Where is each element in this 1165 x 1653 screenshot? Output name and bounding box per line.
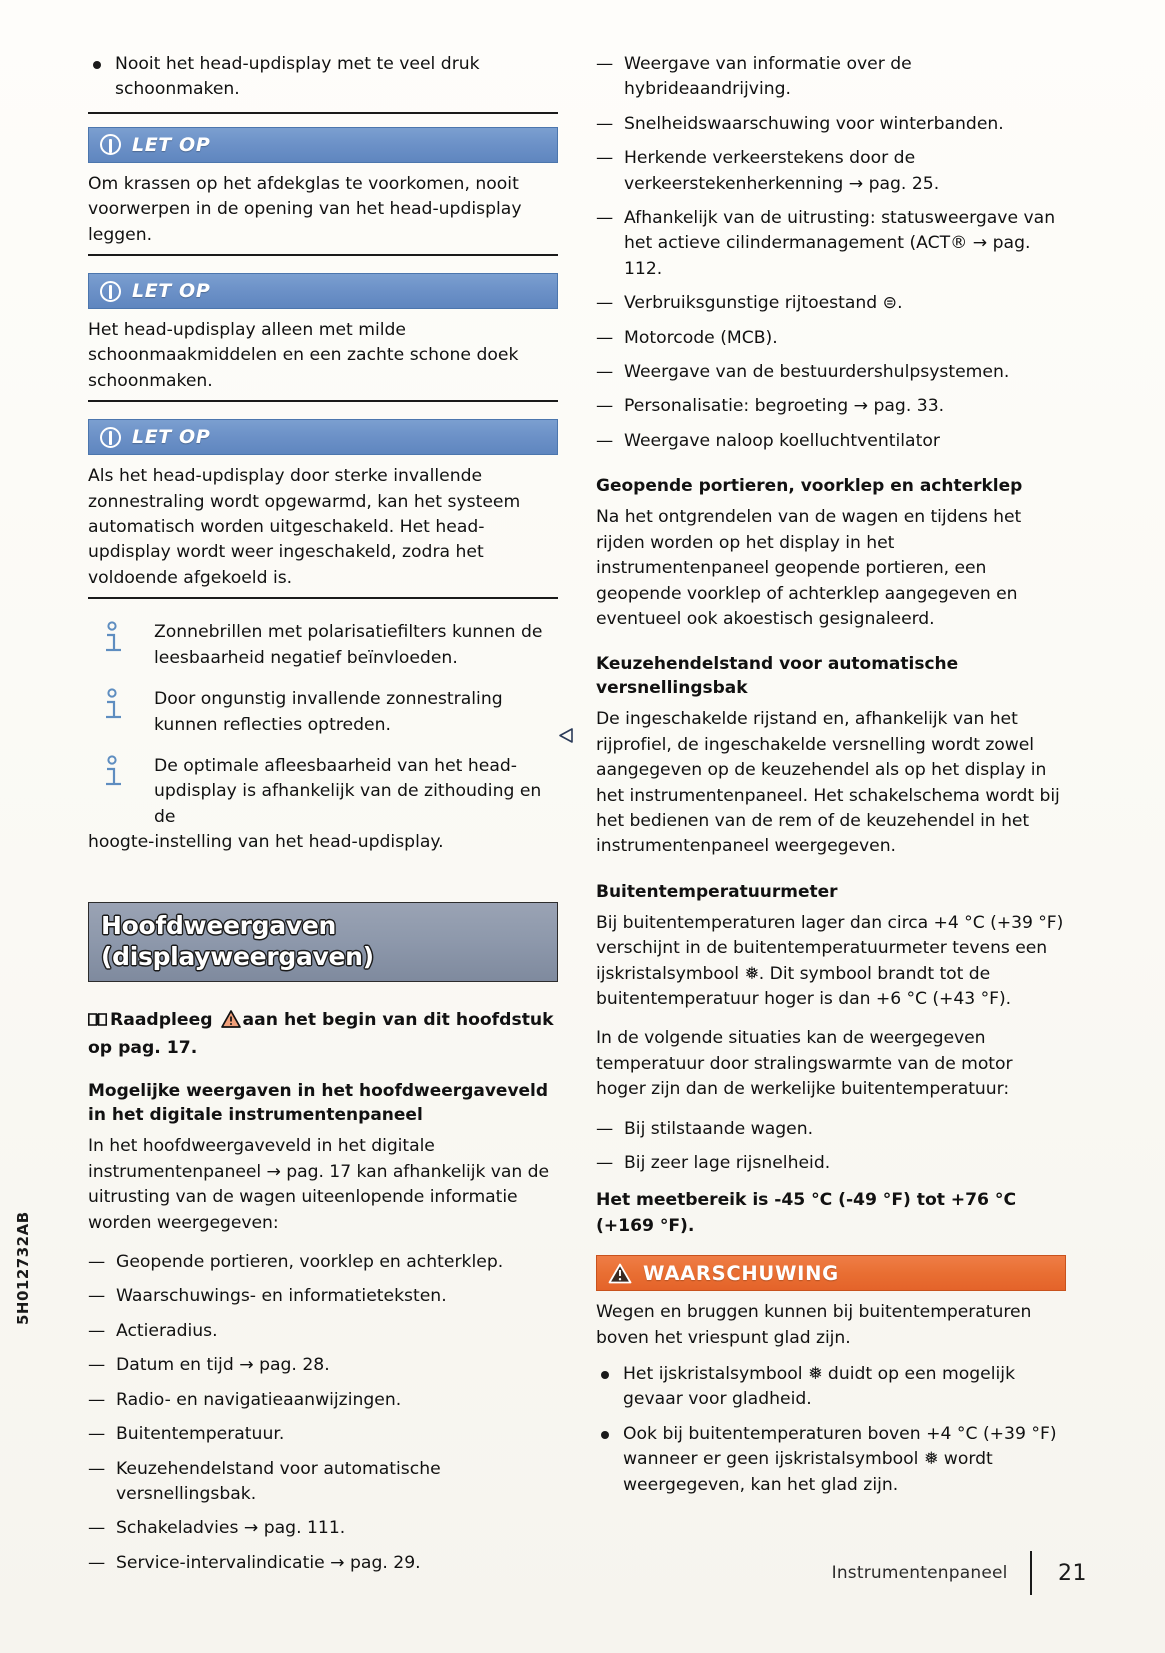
list-item (88, 1250, 558, 1275)
info-note-text: Zonnebrillen met polarisatiefilters kunnen de leesbaarheid negatief beïnvloeden. (154, 622, 543, 668)
notice-header (88, 127, 558, 163)
list-item (88, 1457, 558, 1508)
info-i-icon (102, 755, 132, 789)
subheading-geopende-portieren: Geopende portieren, voorklep en achterklep (596, 476, 1023, 497)
section-end-marker-icon (558, 727, 575, 748)
list-item (88, 52, 558, 103)
dash-marker: — (88, 1252, 106, 1273)
notice-label: LET OP (132, 280, 211, 303)
dash-marker: — (88, 1552, 106, 1573)
notice-header (88, 273, 558, 309)
subheading: Mogelijke weergaven in het hoofdweergaveveld in het digitale instrumentenpaneel (88, 1081, 549, 1126)
page-footer (0, 1551, 1165, 1595)
paragraph-buitentemperatuurmeter: Bij buitentemperaturen lager dan circa +4 °C (+39 °F) verschijnt in de buitentemperatuurmeter tevens een ijskristalsymbool ❅. Dit symbool brandt tot de buitentemperatuur hoger is dan +6 °C (+43 °F). (596, 912, 1064, 1009)
list-item-label: Schakeladvies → pag. 111. (116, 1518, 346, 1539)
reference-text-after: aan het begin van dit hoofdstuk op pag. 17. (88, 1009, 554, 1059)
list-item-label: Herkende verkeerstekens door de verkeerstekenherkenning → pag. 25. (624, 148, 940, 194)
paragraph-keuzehendelstand: De ingeschakelde rijstand en, afhankelijk van het rijprofiel, de ingeschakelde versnelling wordt zowel aangegeven op de keuzehendel als op het display in het instrumentenpaneel. Het schakelschema wordt bij het bedienen van de rem of de keuzehendel in het instrumentenpaneel weergegeven. (596, 709, 1060, 857)
list-item-label: Verbruiksgunstige rijtoestand ⊜. (624, 293, 903, 314)
list-item-label: Weergave van informatie over de hybrideaandrijving. (624, 54, 912, 100)
warning-triangle-icon (608, 1263, 632, 1284)
dash-marker: — (596, 1118, 614, 1139)
list-item (596, 146, 1066, 197)
list-item-label: Waarschuwings- en informatieteksten. (116, 1286, 447, 1307)
list-item-label: Buitentemperatuur. (116, 1424, 285, 1445)
part-number-code: 5H012732AB (14, 1211, 32, 1325)
list-item (88, 1284, 558, 1309)
dash-marker: — (88, 1286, 106, 1307)
subheading-keuzehendelstand: Keuzehendelstand voor automatische versnellingsbak (596, 654, 959, 699)
list-item (596, 112, 1066, 137)
warning-body (596, 1291, 1066, 1509)
cross-reference-line (88, 1008, 558, 1062)
list-item (88, 1388, 558, 1413)
top-bullet-list (88, 52, 558, 103)
exclamation-circle-icon (100, 134, 121, 155)
dash-marker: — (596, 1153, 614, 1173)
dash-marker: — (88, 1458, 106, 1479)
subheading-buitentemperatuurmeter: Buitentemperatuurmeter (596, 881, 838, 902)
info-note-3-overflow: hoogte-instelling van het head-updisplay. (88, 832, 444, 853)
dash-marker: — (596, 327, 614, 348)
list-item-label: Motorcode (MCB). (624, 327, 778, 348)
exclamation-circle-icon (100, 281, 121, 302)
info-note-1 (88, 620, 558, 671)
info-note-text: Door ongunstig invallende zonnestraling kunnen reflecties optreden. (154, 689, 503, 735)
dash-marker: — (596, 396, 614, 417)
list-item-label: Het ijskristalsymbool ❅ duidt op een mogelijk gevaar voor gladheid. (623, 1364, 1016, 1410)
bullet-dot-icon (601, 1371, 609, 1379)
list-item (596, 360, 1066, 385)
dash-marker: — (88, 1320, 106, 1341)
list-item-label: Service-intervalindicatie → pag. 29. (116, 1552, 421, 1573)
dash-marker: — (596, 293, 614, 314)
dash-marker: — (88, 1389, 106, 1410)
notice-body: Om krassen op het afdekglas te voorkomen, nooit voorwerpen in de opening van het head-updisplay leggen. (88, 163, 558, 256)
right-column (596, 52, 1066, 1509)
list-item (596, 326, 1066, 351)
section-heading-text: Hoofdweergaven (displayweergaven) (101, 910, 374, 971)
notice-label: LET OP (132, 426, 211, 449)
list-item (88, 1516, 558, 1541)
list-item-label: Datum en tijd → pag. 28. (116, 1355, 330, 1376)
notice-block-1 (88, 127, 558, 256)
list-item (88, 1319, 558, 1344)
dash-marker: — (596, 148, 614, 169)
paragraph-geopende-portieren: Na het ontgrendelen van de wagen en tijdens het rijden worden op het display in het instrumentenpaneel geopende portieren, een geopende voorklep of achterklep aangegeven en eventueel ook akoestisch gesignaleerd. (596, 507, 1022, 629)
paragraph-measuring-range: Het meetbereik is -45 °C (-49 °F) tot +76 °C (+169 °F). (596, 1190, 1017, 1236)
dash-marker: — (88, 1355, 106, 1376)
intro-paragraph: In het hoofdweergaveveld in het digitale instrumentenpaneel → pag. 17 kan afhankelijk van de uitrusting van de wagen uiteenlopende informatie worden weergegeven: (88, 1136, 550, 1233)
list-item-label: Afhankelijk van de uitrusting: statusweergave van het actieve cilindermanagement (ACT® → pag. 112. (624, 208, 1056, 279)
list-item-label: Weergave naloop koelluchtventilator (624, 430, 940, 451)
notice-block-2 (88, 273, 558, 402)
warning-block (596, 1255, 1066, 1509)
warning-triangle-icon (221, 1010, 241, 1036)
notice-body: Het head-updisplay alleen met milde schoonmaakmiddelen en een zachte schone doek schoonmaken. (88, 309, 558, 402)
list-item-label: Radio- en navigatieaanwijzingen. (116, 1389, 402, 1410)
bullet-dot-icon (601, 1431, 609, 1439)
bullet-dot-icon (93, 61, 101, 69)
left-column (88, 52, 558, 1588)
list-item (596, 291, 1066, 316)
reference-text-before: Raadpleeg (110, 1009, 213, 1030)
info-note-text: De optimale afleesbaarheid van het head-updisplay is afhankelijk van de zithouding en de (154, 755, 542, 827)
section-heading-block (88, 902, 558, 982)
divider (88, 112, 558, 114)
dash-marker: — (596, 113, 614, 134)
dash-marker: — (596, 430, 614, 451)
warning-header (596, 1255, 1066, 1291)
info-i-icon (102, 621, 132, 655)
list-item (88, 1353, 558, 1378)
notice-header (88, 419, 558, 455)
paragraph-situations: In de volgende situaties kan de weergegeven temperatuur door stralingswarmte van de motor hoger zijn dan de werkelijke buitentemperatuur: (596, 1028, 1013, 1100)
warning-bullet-list (596, 1362, 1066, 1498)
situations-list (596, 1117, 1066, 1177)
right-dash-list (596, 52, 1066, 454)
notice-block-3 (88, 419, 558, 599)
book-icon (88, 1010, 107, 1035)
list-item-label: Actieradius. (116, 1320, 218, 1341)
dash-marker: — (596, 362, 614, 383)
left-dash-list (88, 1250, 558, 1576)
exclamation-circle-icon (100, 427, 121, 448)
warning-intro: Wegen en bruggen kunnen bij buitentemperaturen boven het vriespunt glad zijn. (596, 1302, 1032, 1348)
list-item-label: Ook bij buitentemperaturen boven +4 °C (+39 °F) wanneer er geen ijskristalsymbool ❅ wordt weergegeven, kan het glad zijn. (623, 1423, 1057, 1495)
info-note-3 (88, 754, 558, 830)
list-item (596, 206, 1066, 282)
list-item-label: Keuzehendelstand voor automatische versnellingsbak. (116, 1458, 441, 1504)
warning-label: WAARSCHUWING (643, 1261, 839, 1285)
footer-page-number: 21 (1058, 1560, 1087, 1586)
dash-marker: — (88, 1424, 106, 1445)
list-item (596, 1117, 1066, 1142)
list-item-label: Bij stilstaande wagen. (624, 1118, 814, 1139)
list-item (596, 394, 1066, 419)
info-note-2 (88, 687, 558, 738)
list-item (596, 1362, 1066, 1413)
list-item-label: Personalisatie: begroeting → pag. 33. (624, 396, 945, 417)
list-item (596, 429, 1066, 454)
list-item-label: Snelheidswaarschuwing voor winterbanden. (624, 113, 1004, 134)
dash-marker: — (596, 54, 614, 74)
dash-marker: — (596, 208, 614, 229)
footer-chapter-label: Instrumentenpaneel (831, 1563, 1008, 1583)
list-item (596, 1151, 1066, 1176)
list-item-label: Weergave van de bestuurdershulpsystemen. (624, 362, 1010, 383)
notice-label: LET OP (132, 133, 211, 156)
list-item (596, 52, 1066, 103)
list-item-label: Bij zeer lage rijsnelheid. (624, 1153, 831, 1173)
notice-body: Als het head-updisplay door sterke invallende zonnestraling wordt opgewarmd, kan het systeem automatisch worden uitgeschakeld. Het head-updisplay wordt weer ingeschakeld, zodra het voldoende afgekoeld is. (88, 455, 558, 599)
list-item (596, 1422, 1066, 1498)
info-i-icon (102, 688, 132, 722)
list-item-label: Nooit het head-updisplay met te veel druk schoonmaken. (115, 54, 480, 100)
list-item (88, 1422, 558, 1447)
list-item-label: Geopende portieren, voorklep en achterklep. (116, 1252, 504, 1273)
dash-marker: — (88, 1518, 106, 1539)
